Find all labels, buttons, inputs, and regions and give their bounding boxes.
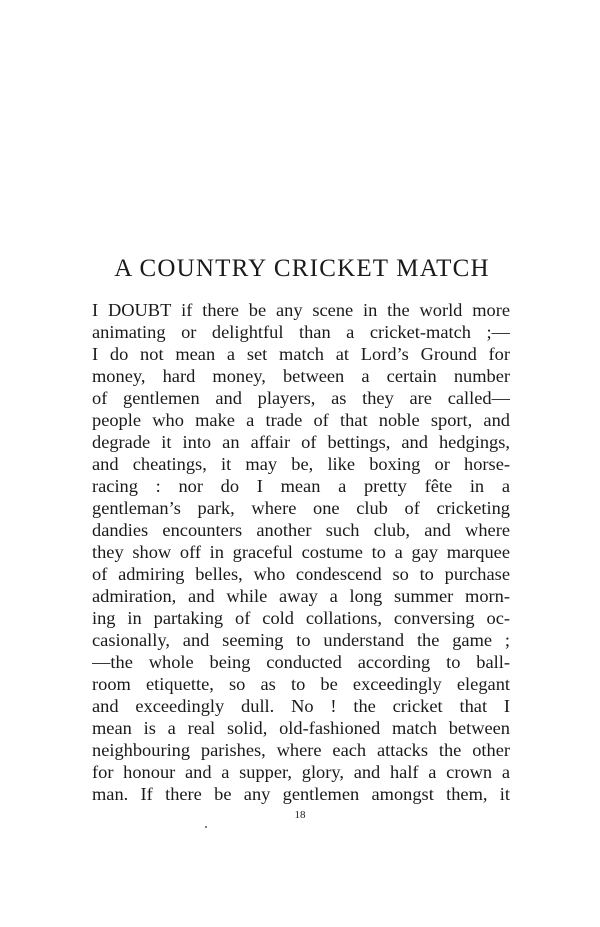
page-number: 18 [294, 809, 306, 821]
text-line-7: degrade it into an affair of bettings, and hedgings, [92, 432, 510, 452]
text-line-4: money, hard money, between a certain number [92, 366, 510, 386]
text-line-12: they show off in graceful costume to a gay marquee [92, 542, 510, 562]
opening-word: I DOUBT [92, 300, 172, 320]
text-line-20: mean is a real solid, old-fashioned match between [92, 718, 510, 738]
text-line-11: dandies encounters another such club, and where [92, 520, 510, 540]
text-line-5: of gentlemen and players, as they are called— [92, 388, 510, 408]
text-line-8: and cheatings, it may be, like boxing or horse- [92, 454, 510, 474]
text-line-21: neighbouring parishes, where each attacks the other [92, 740, 510, 760]
chapter-title: A COUNTRY CRICKET MATCH [114, 255, 490, 282]
text-line-23: man. If there be any gentlemen amongst them, it [92, 784, 510, 804]
text-line-1 [92, 299, 510, 321]
body-text [92, 299, 510, 805]
text-line-10: gentleman’s park, where one club of cricketing [92, 498, 510, 518]
print-speck [205, 826, 207, 828]
text-line-2: animating or delightful than a cricket-match ;— [92, 322, 510, 342]
text-line-18: room etiquette, so as to be exceedingly elegant [92, 674, 510, 694]
text-line-3: I do not mean a set match at Lord’s Ground for [92, 344, 510, 364]
text-line-6: people who make a trade of that noble sport, and [92, 410, 510, 430]
text-line-22: for honour and a supper, glory, and half a crown a [92, 762, 510, 782]
text-line-1-rest: if there be any scene in the world more [171, 300, 510, 320]
text-line-16: casionally, and seeming to understand the game ; [92, 630, 510, 650]
text-line-15: ing in partaking of cold collations, conversing oc- [92, 608, 510, 628]
text-line-17: —the whole being conducted according to ball- [92, 652, 510, 672]
text-line-9: racing : nor do I mean a pretty fête in a [92, 476, 510, 496]
text-line-13: of admiring belles, who condescend so to purchase [92, 564, 510, 584]
text-line-14: admiration, and while away a long summer morn- [92, 586, 510, 606]
text-line-19: and exceedingly dull. No ! the cricket that I [92, 696, 510, 716]
